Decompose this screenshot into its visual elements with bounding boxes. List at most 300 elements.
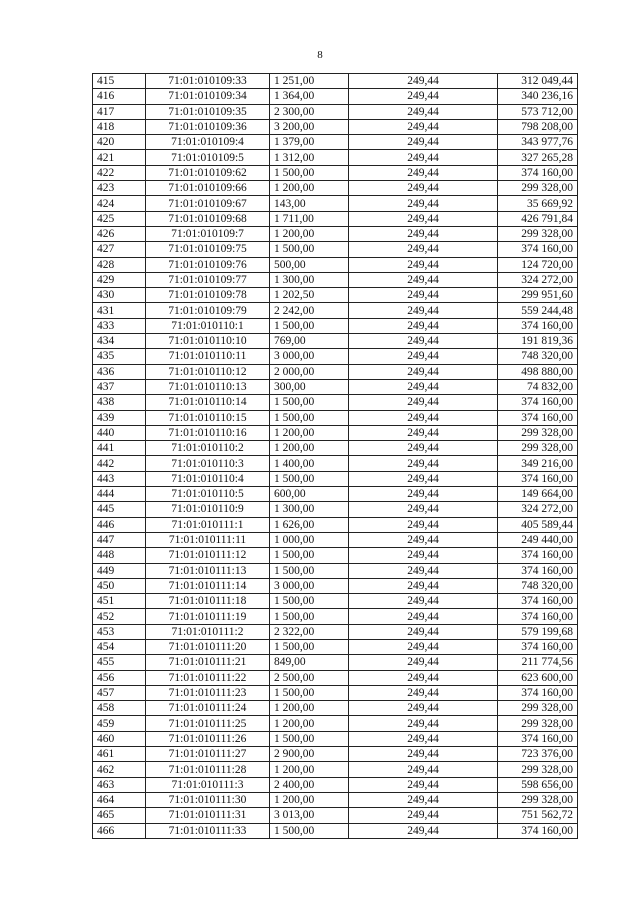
- cadastral-number-cell: 71:01:010111:28: [146, 762, 270, 777]
- cadastral-number-cell: 71:01:010111:27: [146, 747, 270, 762]
- value-cell: 374 160,00: [498, 731, 578, 746]
- row-number-cell: 447: [93, 532, 146, 547]
- row-number-cell: 457: [93, 685, 146, 700]
- table-row: [93, 104, 578, 119]
- table-row: [93, 364, 578, 379]
- value-cell: 374 160,00: [498, 395, 578, 410]
- row-number-cell: 426: [93, 226, 146, 241]
- value-cell: 299 328,00: [498, 181, 578, 196]
- area-cell: 600,00: [270, 487, 349, 502]
- value-cell: 374 160,00: [498, 685, 578, 700]
- rate-cell: 249,44: [349, 777, 498, 792]
- row-number-cell: 460: [93, 731, 146, 746]
- table-row: [93, 808, 578, 823]
- cadastral-number-cell: 71:01:010110:16: [146, 425, 270, 440]
- area-cell: 1 200,00: [270, 701, 349, 716]
- table-row: [93, 211, 578, 226]
- row-number-cell: 417: [93, 104, 146, 119]
- cadastral-number-cell: 71:01:010109:35: [146, 104, 270, 119]
- value-cell: 124 720,00: [498, 257, 578, 272]
- cadastral-number-cell: 71:01:010109:79: [146, 303, 270, 318]
- table-row: [93, 685, 578, 700]
- value-cell: 299 328,00: [498, 792, 578, 807]
- value-cell: 299 328,00: [498, 226, 578, 241]
- value-cell: 299 328,00: [498, 716, 578, 731]
- cadastral-number-cell: 71:01:010109:75: [146, 242, 270, 257]
- value-cell: 374 160,00: [498, 594, 578, 609]
- row-number-cell: 416: [93, 89, 146, 104]
- rate-cell: 249,44: [349, 655, 498, 670]
- cadastral-number-cell: 71:01:010110:3: [146, 456, 270, 471]
- row-number-cell: 466: [93, 823, 146, 838]
- cadastral-number-cell: 71:01:010110:10: [146, 334, 270, 349]
- table-row: [93, 716, 578, 731]
- cadastral-number-cell: 71:01:010111:20: [146, 639, 270, 654]
- rate-cell: 249,44: [349, 441, 498, 456]
- cadastral-number-cell: 71:01:010111:14: [146, 578, 270, 593]
- area-cell: 300,00: [270, 379, 349, 394]
- table-row: [93, 624, 578, 639]
- area-cell: 1 500,00: [270, 685, 349, 700]
- table-row: [93, 487, 578, 502]
- table-row: [93, 441, 578, 456]
- cadastral-number-cell: 71:01:010109:34: [146, 89, 270, 104]
- value-cell: 374 160,00: [498, 823, 578, 838]
- cadastral-number-cell: 71:01:010111:30: [146, 792, 270, 807]
- row-number-cell: 438: [93, 395, 146, 410]
- cadastral-number-cell: 71:01:010111:18: [146, 594, 270, 609]
- table-row: [93, 792, 578, 807]
- row-number-cell: 418: [93, 119, 146, 134]
- row-number-cell: 441: [93, 441, 146, 456]
- rate-cell: 249,44: [349, 104, 498, 119]
- cadastral-number-cell: 71:01:010109:36: [146, 119, 270, 134]
- value-cell: 349 216,00: [498, 456, 578, 471]
- rate-cell: 249,44: [349, 823, 498, 838]
- row-number-cell: 430: [93, 288, 146, 303]
- row-number-cell: 429: [93, 272, 146, 287]
- rate-cell: 249,44: [349, 578, 498, 593]
- cadastral-number-cell: 71:01:010109:62: [146, 165, 270, 180]
- area-cell: 1 500,00: [270, 242, 349, 257]
- table-row: [93, 670, 578, 685]
- row-number-cell: 434: [93, 334, 146, 349]
- cadastral-number-cell: 71:01:010111:33: [146, 823, 270, 838]
- area-cell: 2 400,00: [270, 777, 349, 792]
- cadastral-number-cell: 71:01:010111:2: [146, 624, 270, 639]
- row-number-cell: 422: [93, 165, 146, 180]
- row-number-cell: 431: [93, 303, 146, 318]
- row-number-cell: 450: [93, 578, 146, 593]
- rate-cell: 249,44: [349, 150, 498, 165]
- value-cell: 312 049,44: [498, 74, 578, 89]
- area-cell: 143,00: [270, 196, 349, 211]
- table-row: [93, 731, 578, 746]
- table-row: [93, 226, 578, 241]
- row-number-cell: 443: [93, 471, 146, 486]
- value-cell: 343 977,76: [498, 135, 578, 150]
- value-cell: 579 199,68: [498, 624, 578, 639]
- value-cell: 798 208,00: [498, 119, 578, 134]
- table-row: [93, 425, 578, 440]
- rate-cell: 249,44: [349, 211, 498, 226]
- cadastral-number-cell: 71:01:010109:66: [146, 181, 270, 196]
- rate-cell: 249,44: [349, 257, 498, 272]
- area-cell: 500,00: [270, 257, 349, 272]
- table-row: [93, 578, 578, 593]
- rate-cell: 249,44: [349, 303, 498, 318]
- cadastral-number-cell: 71:01:010109:5: [146, 150, 270, 165]
- rate-cell: 249,44: [349, 379, 498, 394]
- area-cell: 2 500,00: [270, 670, 349, 685]
- rate-cell: 249,44: [349, 563, 498, 578]
- rate-cell: 249,44: [349, 395, 498, 410]
- value-cell: 598 656,00: [498, 777, 578, 792]
- table-row: [93, 349, 578, 364]
- cadastral-number-cell: 71:01:010109:77: [146, 272, 270, 287]
- table-row: [93, 532, 578, 547]
- row-number-cell: 433: [93, 318, 146, 333]
- rate-cell: 249,44: [349, 517, 498, 532]
- rate-cell: 249,44: [349, 792, 498, 807]
- area-cell: 1 251,00: [270, 74, 349, 89]
- cadastral-number-cell: 71:01:010110:15: [146, 410, 270, 425]
- cadastral-number-cell: 71:01:010110:12: [146, 364, 270, 379]
- table-row: [93, 701, 578, 716]
- cadastral-number-cell: 71:01:010110:1: [146, 318, 270, 333]
- table-row: [93, 165, 578, 180]
- area-cell: 1 500,00: [270, 318, 349, 333]
- area-cell: 1 202,50: [270, 288, 349, 303]
- value-cell: 74 832,00: [498, 379, 578, 394]
- value-cell: 751 562,72: [498, 808, 578, 823]
- area-cell: 849,00: [270, 655, 349, 670]
- rate-cell: 249,44: [349, 471, 498, 486]
- value-cell: 748 320,00: [498, 578, 578, 593]
- value-cell: 340 236,16: [498, 89, 578, 104]
- table-row: [93, 288, 578, 303]
- area-cell: 1 500,00: [270, 639, 349, 654]
- cadastral-number-cell: 71:01:010110:5: [146, 487, 270, 502]
- row-number-cell: 435: [93, 349, 146, 364]
- cadastral-number-cell: 71:01:010111:26: [146, 731, 270, 746]
- value-cell: 299 328,00: [498, 425, 578, 440]
- value-cell: 374 160,00: [498, 165, 578, 180]
- row-number-cell: 465: [93, 808, 146, 823]
- area-cell: 1 200,00: [270, 441, 349, 456]
- rate-cell: 249,44: [349, 74, 498, 89]
- rate-cell: 249,44: [349, 670, 498, 685]
- value-cell: 149 664,00: [498, 487, 578, 502]
- row-number-cell: 436: [93, 364, 146, 379]
- table-body: [93, 74, 578, 839]
- area-cell: 3 000,00: [270, 349, 349, 364]
- rate-cell: 249,44: [349, 808, 498, 823]
- area-cell: 1 500,00: [270, 823, 349, 838]
- area-cell: 1 364,00: [270, 89, 349, 104]
- area-cell: 1 300,00: [270, 272, 349, 287]
- row-number-cell: 454: [93, 639, 146, 654]
- rate-cell: 249,44: [349, 639, 498, 654]
- row-number-cell: 428: [93, 257, 146, 272]
- area-cell: 1 500,00: [270, 471, 349, 486]
- area-cell: 1 500,00: [270, 395, 349, 410]
- value-cell: 374 160,00: [498, 242, 578, 257]
- cadastral-number-cell: 71:01:010109:78: [146, 288, 270, 303]
- cadastral-number-cell: 71:01:010111:22: [146, 670, 270, 685]
- area-cell: 1 400,00: [270, 456, 349, 471]
- row-number-cell: 437: [93, 379, 146, 394]
- table-row: [93, 639, 578, 654]
- table-row: [93, 502, 578, 517]
- area-cell: 1 711,00: [270, 211, 349, 226]
- row-number-cell: 439: [93, 410, 146, 425]
- row-number-cell: 425: [93, 211, 146, 226]
- value-cell: 324 272,00: [498, 272, 578, 287]
- cadastral-number-cell: 71:01:010110:14: [146, 395, 270, 410]
- rate-cell: 249,44: [349, 135, 498, 150]
- value-cell: 374 160,00: [498, 639, 578, 654]
- table-row: [93, 762, 578, 777]
- area-cell: 2 000,00: [270, 364, 349, 379]
- row-number-cell: 455: [93, 655, 146, 670]
- table-row: [93, 150, 578, 165]
- rate-cell: 249,44: [349, 165, 498, 180]
- rate-cell: 249,44: [349, 609, 498, 624]
- value-cell: 374 160,00: [498, 609, 578, 624]
- rate-cell: 249,44: [349, 747, 498, 762]
- area-cell: 1 200,00: [270, 762, 349, 777]
- table-row: [93, 517, 578, 532]
- cadastral-number-cell: 71:01:010110:4: [146, 471, 270, 486]
- row-number-cell: 421: [93, 150, 146, 165]
- rate-cell: 249,44: [349, 318, 498, 333]
- cadastral-number-cell: 71:01:010111:3: [146, 777, 270, 792]
- row-number-cell: 453: [93, 624, 146, 639]
- area-cell: 3 200,00: [270, 119, 349, 134]
- page-number: 8: [317, 49, 323, 61]
- rate-cell: 249,44: [349, 685, 498, 700]
- value-cell: 559 244,48: [498, 303, 578, 318]
- rate-cell: 249,44: [349, 594, 498, 609]
- area-cell: 1 500,00: [270, 165, 349, 180]
- table-row: [93, 410, 578, 425]
- cadastral-number-cell: 71:01:010111:31: [146, 808, 270, 823]
- value-cell: 426 791,84: [498, 211, 578, 226]
- table-row: [93, 119, 578, 134]
- area-cell: 1 200,00: [270, 226, 349, 241]
- cadastral-number-cell: 71:01:010110:9: [146, 502, 270, 517]
- area-cell: 1 379,00: [270, 135, 349, 150]
- row-number-cell: 451: [93, 594, 146, 609]
- cadastral-number-cell: 71:01:010111:25: [146, 716, 270, 731]
- rate-cell: 249,44: [349, 89, 498, 104]
- row-number-cell: 463: [93, 777, 146, 792]
- table-row: [93, 74, 578, 89]
- value-cell: 299 951,60: [498, 288, 578, 303]
- table-row: [93, 89, 578, 104]
- row-number-cell: 445: [93, 502, 146, 517]
- table-row: [93, 135, 578, 150]
- table-row: [93, 318, 578, 333]
- table-row: [93, 181, 578, 196]
- table-row: [93, 456, 578, 471]
- cadastral-number-cell: 71:01:010111:23: [146, 685, 270, 700]
- cadastral-number-cell: 71:01:010109:67: [146, 196, 270, 211]
- table-row: [93, 242, 578, 257]
- row-number-cell: 420: [93, 135, 146, 150]
- area-cell: 1 200,00: [270, 792, 349, 807]
- table-row: [93, 747, 578, 762]
- rate-cell: 249,44: [349, 119, 498, 134]
- rate-cell: 249,44: [349, 532, 498, 547]
- value-cell: 723 376,00: [498, 747, 578, 762]
- area-cell: 1 500,00: [270, 609, 349, 624]
- value-cell: 191 819,36: [498, 334, 578, 349]
- row-number-cell: 458: [93, 701, 146, 716]
- area-cell: 769,00: [270, 334, 349, 349]
- value-cell: 405 589,44: [498, 517, 578, 532]
- value-cell: 211 774,56: [498, 655, 578, 670]
- value-cell: 374 160,00: [498, 471, 578, 486]
- value-cell: 374 160,00: [498, 410, 578, 425]
- rate-cell: 249,44: [349, 548, 498, 563]
- table-row: [93, 196, 578, 211]
- row-number-cell: 446: [93, 517, 146, 532]
- row-number-cell: 424: [93, 196, 146, 211]
- cadastral-number-cell: 71:01:010111:13: [146, 563, 270, 578]
- cadastral-number-cell: 71:01:010111:1: [146, 517, 270, 532]
- area-cell: 2 322,00: [270, 624, 349, 639]
- rate-cell: 249,44: [349, 762, 498, 777]
- value-cell: 299 328,00: [498, 441, 578, 456]
- area-cell: 1 500,00: [270, 563, 349, 578]
- rate-cell: 249,44: [349, 425, 498, 440]
- table-row: [93, 334, 578, 349]
- rate-cell: 249,44: [349, 487, 498, 502]
- table-row: [93, 655, 578, 670]
- area-cell: 1 200,00: [270, 181, 349, 196]
- row-number-cell: 415: [93, 74, 146, 89]
- rate-cell: 249,44: [349, 410, 498, 425]
- cadastral-number-cell: 71:01:010111:21: [146, 655, 270, 670]
- cadastral-number-cell: 71:01:010109:76: [146, 257, 270, 272]
- value-cell: 374 160,00: [498, 563, 578, 578]
- rate-cell: 249,44: [349, 502, 498, 517]
- rate-cell: 249,44: [349, 242, 498, 257]
- area-cell: 3 000,00: [270, 578, 349, 593]
- row-number-cell: 448: [93, 548, 146, 563]
- rate-cell: 249,44: [349, 196, 498, 211]
- area-cell: 3 013,00: [270, 808, 349, 823]
- value-cell: 327 265,28: [498, 150, 578, 165]
- area-cell: 2 900,00: [270, 747, 349, 762]
- row-number-cell: 452: [93, 609, 146, 624]
- cadastral-number-cell: 71:01:010109:68: [146, 211, 270, 226]
- value-cell: 573 712,00: [498, 104, 578, 119]
- value-cell: 748 320,00: [498, 349, 578, 364]
- table-row: [93, 303, 578, 318]
- area-cell: 1 300,00: [270, 502, 349, 517]
- area-cell: 1 500,00: [270, 548, 349, 563]
- table-row: [93, 777, 578, 792]
- area-cell: 1 200,00: [270, 716, 349, 731]
- area-cell: 1 500,00: [270, 731, 349, 746]
- table-row: [93, 272, 578, 287]
- area-cell: 1 626,00: [270, 517, 349, 532]
- row-number-cell: 444: [93, 487, 146, 502]
- value-cell: 374 160,00: [498, 548, 578, 563]
- value-cell: 374 160,00: [498, 318, 578, 333]
- value-cell: 498 880,00: [498, 364, 578, 379]
- table-row: [93, 395, 578, 410]
- table-row: [93, 379, 578, 394]
- rate-cell: 249,44: [349, 272, 498, 287]
- cadastral-number-cell: 71:01:010111:19: [146, 609, 270, 624]
- cadastral-number-cell: 71:01:010109:33: [146, 74, 270, 89]
- table-row: [93, 471, 578, 486]
- value-cell: 324 272,00: [498, 502, 578, 517]
- table-row: [93, 257, 578, 272]
- cadastral-number-cell: 71:01:010110:2: [146, 441, 270, 456]
- row-number-cell: 449: [93, 563, 146, 578]
- land-plot-table: [92, 73, 578, 839]
- table-row: [93, 548, 578, 563]
- rate-cell: 249,44: [349, 288, 498, 303]
- table-row: [93, 609, 578, 624]
- area-cell: 2 242,00: [270, 303, 349, 318]
- value-cell: 299 328,00: [498, 701, 578, 716]
- rate-cell: 249,44: [349, 624, 498, 639]
- area-cell: 1 500,00: [270, 410, 349, 425]
- cadastral-number-cell: 71:01:010111:24: [146, 701, 270, 716]
- row-number-cell: 462: [93, 762, 146, 777]
- row-number-cell: 464: [93, 792, 146, 807]
- area-cell: 1 000,00: [270, 532, 349, 547]
- value-cell: 35 669,92: [498, 196, 578, 211]
- rate-cell: 249,44: [349, 181, 498, 196]
- row-number-cell: 440: [93, 425, 146, 440]
- row-number-cell: 461: [93, 747, 146, 762]
- row-number-cell: 456: [93, 670, 146, 685]
- row-number-cell: 442: [93, 456, 146, 471]
- table-row: [93, 563, 578, 578]
- rate-cell: 249,44: [349, 731, 498, 746]
- area-cell: 1 200,00: [270, 425, 349, 440]
- row-number-cell: 423: [93, 181, 146, 196]
- cadastral-number-cell: 71:01:010111:11: [146, 532, 270, 547]
- value-cell: 623 600,00: [498, 670, 578, 685]
- cadastral-number-cell: 71:01:010110:13: [146, 379, 270, 394]
- cadastral-number-cell: 71:01:010109:4: [146, 135, 270, 150]
- cadastral-number-cell: 71:01:010110:11: [146, 349, 270, 364]
- area-cell: 1 312,00: [270, 150, 349, 165]
- rate-cell: 249,44: [349, 701, 498, 716]
- rate-cell: 249,44: [349, 334, 498, 349]
- rate-cell: 249,44: [349, 456, 498, 471]
- area-cell: 1 500,00: [270, 594, 349, 609]
- table-row: [93, 594, 578, 609]
- row-number-cell: 459: [93, 716, 146, 731]
- value-cell: 299 328,00: [498, 762, 578, 777]
- area-cell: 2 300,00: [270, 104, 349, 119]
- cadastral-number-cell: 71:01:010109:7: [146, 226, 270, 241]
- rate-cell: 249,44: [349, 364, 498, 379]
- table-row: [93, 823, 578, 838]
- rate-cell: 249,44: [349, 349, 498, 364]
- value-cell: 249 440,00: [498, 532, 578, 547]
- row-number-cell: 427: [93, 242, 146, 257]
